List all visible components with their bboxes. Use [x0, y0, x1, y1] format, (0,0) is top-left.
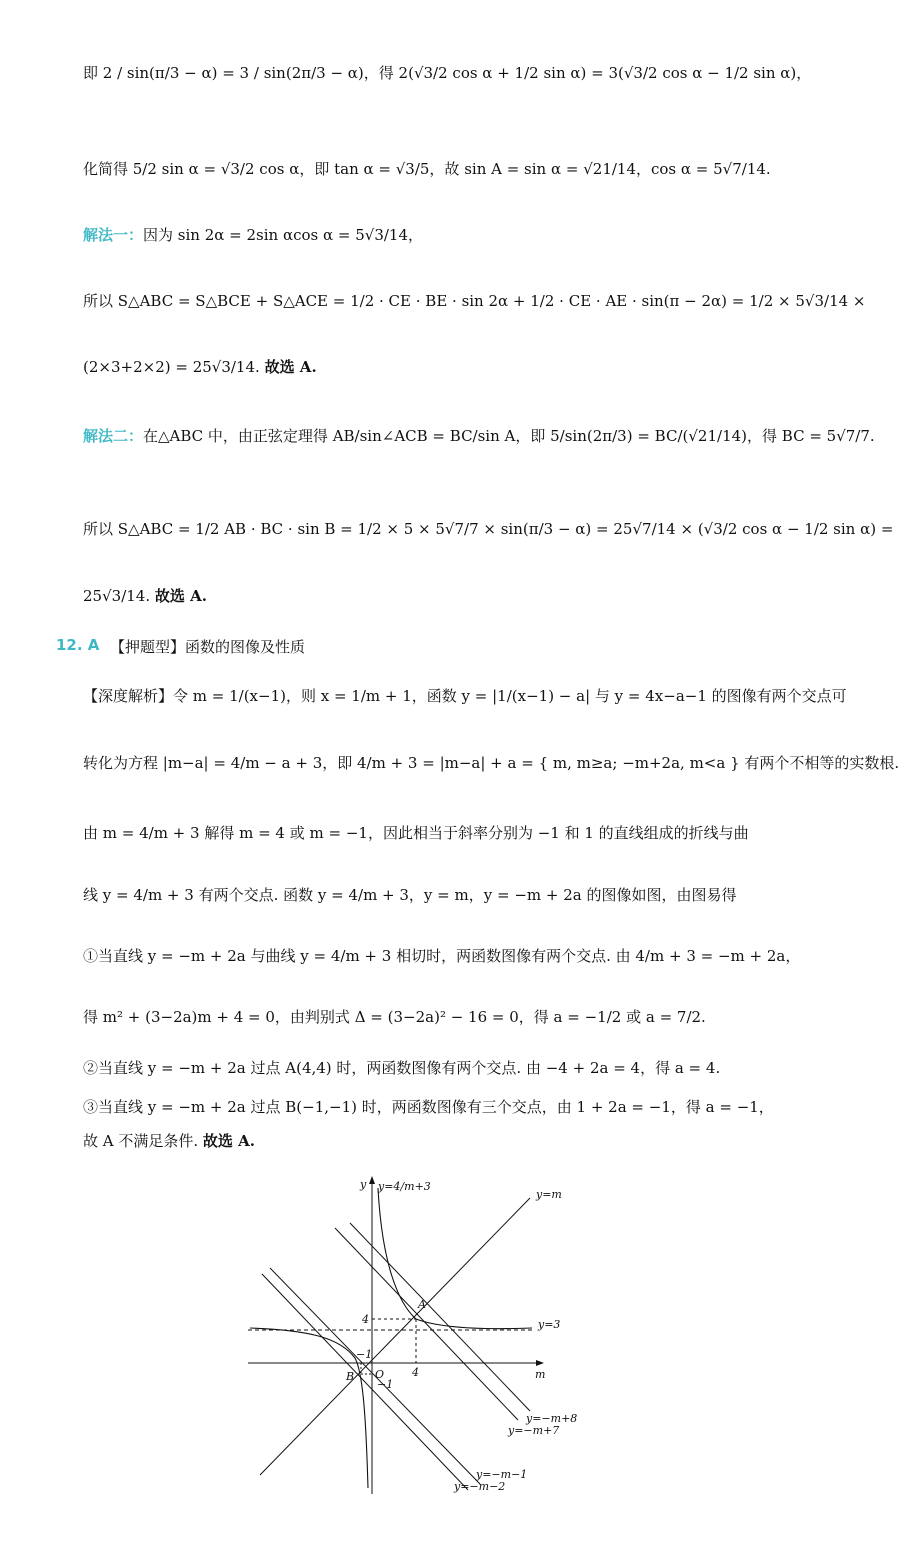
- line-6: 解法二：在△ABC 中，由正弦定理得 AB/sin∠ACB = BC/sin A，即 5/sin(2π/3) = BC/(√21/14)，得 BC = 5√7/7.: [83, 427, 875, 445]
- line-16: ②当直线 y = −m + 2a 过点 A(4,4) 时，两函数图像有两个交点. 由 −4 + 2a = 4，得 a = 4.: [83, 1059, 721, 1077]
- line-7: 所以 S△ABC = 1/2 AB · BC · sin B = 1/2 × 5 × 5√7/7 × sin(π/3 − α) = 25√7/14 × (√3/2 cos α − 1/2 sin α) =: [83, 520, 894, 538]
- line-8-label: y=−m+8: [526, 1412, 578, 1425]
- line-m2-label: y=−m−2: [454, 1480, 506, 1493]
- origin-label: O: [375, 1368, 385, 1381]
- line-8: 25√3/14. 故选 A.: [83, 587, 207, 605]
- question-12-number: 12. A: [56, 636, 100, 654]
- method-1-tag: 解法一：: [83, 226, 144, 244]
- curve-left-branch: [250, 1328, 368, 1488]
- line-5: (2×3+2×2) = 25√3/14. 故选 A.: [83, 358, 317, 376]
- line-7-label: y=−m+7: [508, 1424, 560, 1437]
- line-13: 线 y = 4/m + 3 有两个交点. 函数 y = 4/m + 3，y = m，y = −m + 2a 的图像如图，由图易得: [83, 886, 737, 904]
- line-y-equals-m-label: y=m: [536, 1188, 562, 1201]
- line-17: ③当直线 y = −m + 2a 过点 B(−1,−1) 时，两函数图像有三个交点，由 1 + 2a = −1，得 a = −1，: [83, 1098, 774, 1116]
- tick-4-m: 4: [412, 1366, 419, 1379]
- method-2-tag: 解法二：: [83, 427, 144, 445]
- line-y-equals-m: [260, 1198, 530, 1475]
- tick-neg1-m: −1: [377, 1378, 394, 1391]
- m-axis-label: m: [535, 1368, 546, 1381]
- curve-right-branch: [378, 1188, 532, 1329]
- line-3: 解法一：因为 sin 2α = 2sin αcos α = 5√3/14，: [83, 226, 423, 244]
- line-14: ①当直线 y = −m + 2a 与曲线 y = 4/m + 3 相切时，两函数图像有两个交点. 由 4/m + 3 = −m + 2a，: [83, 947, 801, 965]
- line-2: 化简得 5/2 sin α = √3/2 cos α，即 tan α = √3/5，故 sin A = sin α = √21/14，cos α = 5√7/14.: [83, 160, 771, 178]
- m-axis-arrow: [536, 1360, 544, 1366]
- line-15: 得 m² + (3−2a)m + 4 = 0，由判别式 Δ = (3−2a)² − 16 = 0，得 a = −1/2 或 a = 7/2.: [83, 1008, 706, 1026]
- function-graph: [240, 1168, 578, 1498]
- line-12: 由 m = 4/m + 3 解得 m = 4 或 m = −1，因此相当于斜率分别为 −1 和 1 的直线组成的折线与曲: [83, 824, 749, 842]
- line-1: 即 2 / sin(π/3 − α) = 3 / sin(2π/3 − α)，得 2(√3/2 cos α + 1/2 sin α) = 3(√3/2 cos α − 1/2 sin α)，: [83, 64, 812, 82]
- line-9: 【押题型】函数的图像及性质: [110, 638, 306, 656]
- line-10: 【深度解析】令 m = 1/(x−1)，则 x = 1/m + 1，函数 y = |1/(x−1) − a| 与 y = 4x−a−1 的图像有两个交点可: [83, 687, 847, 705]
- point-a-label: A: [418, 1298, 426, 1311]
- y-axis-arrow: [369, 1176, 375, 1184]
- asymptote-label: y=3: [538, 1318, 561, 1331]
- point-b-label: B: [346, 1370, 355, 1383]
- line-18: 故 A 不满足条件. 故选 A.: [83, 1132, 256, 1150]
- tick-4-y: 4: [362, 1313, 369, 1326]
- curve-label: y=4/m+3: [378, 1180, 431, 1193]
- y-axis-label: y: [360, 1178, 367, 1191]
- line-11: 转化为方程 |m−a| = 4/m − a + 3，即 4/m + 3 = |m−a| + a = { m, m≥a; −m+2a, m<a } 有两个不相等的实数根.: [83, 754, 899, 772]
- line-y-neg-m-minus-2: [262, 1274, 468, 1490]
- tick-neg1-y: −1: [356, 1348, 373, 1361]
- line-4: 所以 S△ABC = S△BCE + S△ACE = 1/2 · CE · BE · sin 2α + 1/2 · CE · AE · sin(π − 2α) = 1/2 × 5√3/14 ×: [83, 292, 866, 310]
- line-m1-label: y=−m−1: [476, 1468, 528, 1481]
